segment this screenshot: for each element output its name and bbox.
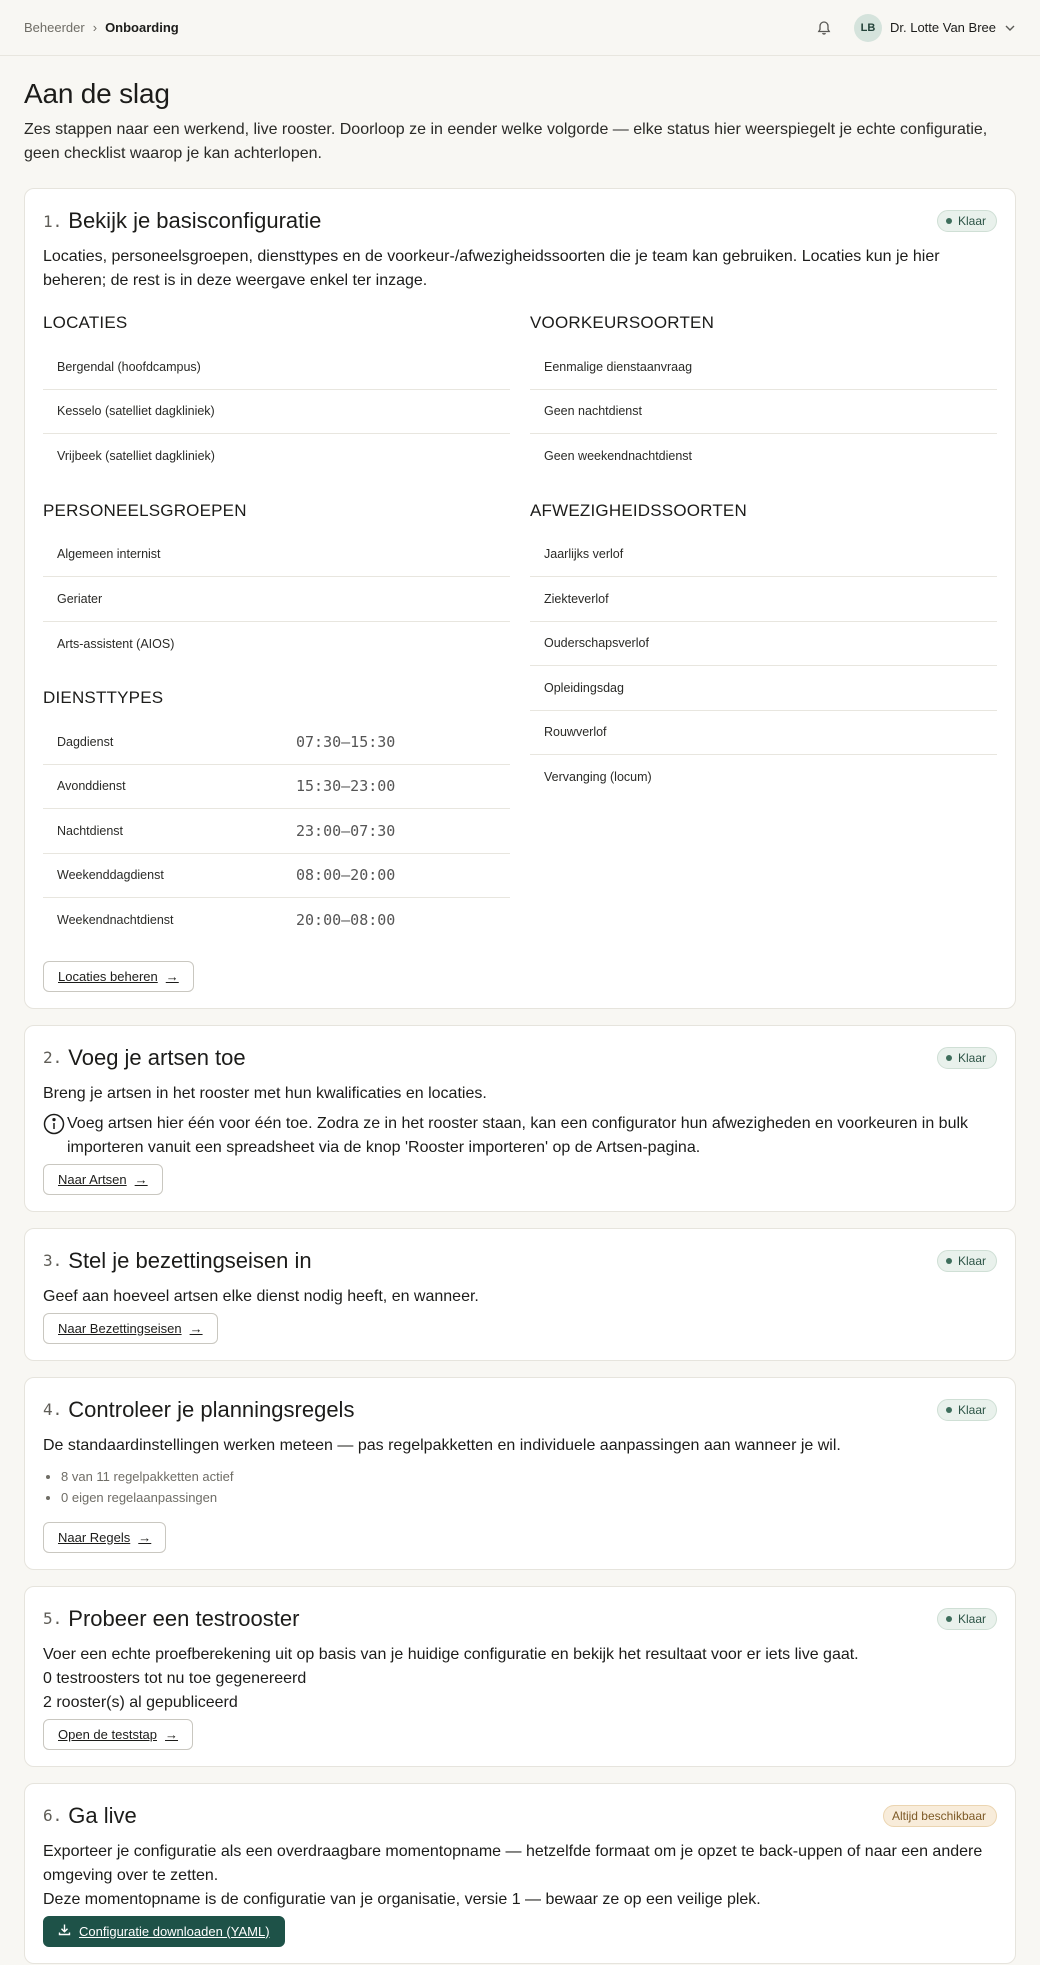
user-name: Dr. Lotte Van Bree <box>890 20 996 35</box>
list-item: Geriater <box>43 577 510 622</box>
shift-time: 15:30–23:00 <box>296 777 396 796</box>
status-dot-icon <box>946 1258 952 1264</box>
status-badge: Klaar <box>937 210 997 232</box>
chevron-down-icon <box>1004 20 1016 35</box>
list-item: Ouderschapsverlof <box>530 622 997 667</box>
afwezigheidssoorten-section <box>530 501 997 800</box>
step-2-card <box>24 1025 1016 1212</box>
main-content <box>0 56 1040 1964</box>
open-teststap-button[interactable]: Open de teststap → <box>43 1719 193 1750</box>
shift-row: Avonddienst 15:30–23:00 <box>43 765 510 810</box>
step-title: Controleer je planningsregels <box>68 1396 355 1422</box>
list-item: • 0 eigen regelaanpassingen <box>61 1487 997 1508</box>
status-badge: Klaar <box>937 1399 997 1421</box>
status-badge: Klaar <box>937 1250 997 1272</box>
list-item: Jaarlijks verlof <box>530 533 997 578</box>
chevron-right-icon: › <box>92 20 98 35</box>
step-1-card <box>24 188 1016 1009</box>
arrow-right-icon: → <box>189 1320 203 1336</box>
user-menu[interactable] <box>854 14 1016 42</box>
list-item: Bergendal (hoofdcampus) <box>43 345 510 390</box>
shift-time: 20:00–08:00 <box>296 911 396 930</box>
step-number: 1. <box>43 211 63 231</box>
list-item: Ziekteverlof <box>530 577 997 622</box>
step-title: Stel je bezettingseisen in <box>68 1247 312 1273</box>
step-number: 3. <box>43 1251 63 1270</box>
voorkeursoorten-section <box>530 313 997 479</box>
list-item: Vervanging (locum) <box>544 770 652 785</box>
status-dot-icon <box>946 218 952 224</box>
list-item: Vrijbeek (satelliet dagkliniek) <box>57 449 215 464</box>
section-heading: LOCATIES <box>43 313 128 332</box>
page-intro: Zes stappen naar een werkend, live rooster. Doorloop ze in eender welke volgorde — elke status hier weerspiegelt je echte configuratie, geen checklist waarop je kan achterlopen. <box>24 121 988 162</box>
shift-time: 07:30–15:30 <box>296 732 396 751</box>
avatar: LB <box>854 14 882 42</box>
info-note: Voeg artsen hier één voor één toe. Zodra ze in het rooster staan, kan een configurator hun afwezigheden en voorkeuren in bulk importeren vanuit een spreadsheet via de knop 'Rooster importeren' op de Artsen-pagina. <box>43 1112 997 1160</box>
list-item: Rouwverlof <box>530 711 997 756</box>
list-item: Algemeen internist <box>43 533 510 578</box>
section-heading: AFWEZIGHEIDSSOORTEN <box>530 500 747 520</box>
status-dot-icon <box>946 1616 952 1622</box>
step-5-card <box>24 1586 1016 1767</box>
step-3-card <box>24 1228 1016 1361</box>
naar-artsen-button[interactable]: Naar Artsen → <box>43 1164 163 1195</box>
rules-summary-list <box>61 1466 997 1508</box>
arrow-right-icon: → <box>165 968 179 984</box>
list-item: Opleidingsdag <box>530 666 997 711</box>
shift-row: Weekenddagdienst 08:00–20:00 <box>43 854 510 899</box>
breadcrumb-parent[interactable]: Beheerder <box>24 20 85 35</box>
list-item: Geen weekendnachtdienst <box>544 449 693 464</box>
list-item: Kesselo (satelliet dagkliniek) <box>43 390 510 435</box>
snapshot-note: Deze momentopname is de configuratie van je organisatie, versie 1 — bewaar ze op een veilige plek. <box>43 1890 761 1908</box>
status-dot-icon <box>946 1407 952 1413</box>
published-rosters-count: 2 rooster(s) al gepubliceerd <box>43 1693 238 1711</box>
section-heading: DIENSTTYPES <box>43 688 164 707</box>
section-heading: VOORKEURSOORTEN <box>530 313 715 332</box>
step-title: Probeer een testrooster <box>68 1605 300 1631</box>
step-description: Voer een echte proefberekening uit op basis van je huidige configuratie en bekijk het resultaat voor er iets live gaat. <box>43 1645 859 1663</box>
step-description: Breng je artsen in het rooster met hun kwalificaties en locaties. <box>43 1084 487 1102</box>
step-description: Geef aan hoeveel artsen elke dienst nodig heeft, en wanneer. <box>43 1287 479 1305</box>
page-title: Aan de slag <box>24 78 170 109</box>
naar-regels-button[interactable]: Naar Regels → <box>43 1522 166 1553</box>
list-item: Eenmalige dienstaanvraag <box>530 345 997 390</box>
shift-row: Nachtdienst 23:00–07:30 <box>43 809 510 854</box>
shift-time: 23:00–07:30 <box>296 821 396 840</box>
shift-row: Dagdienst 07:30–15:30 <box>43 720 510 765</box>
breadcrumb <box>24 20 179 35</box>
locaties-section <box>43 313 510 479</box>
bell-icon[interactable] <box>814 18 834 38</box>
arrow-right-icon: → <box>134 1171 148 1187</box>
section-heading: PERSONEELSGROEPEN <box>43 500 247 520</box>
personeelsgroepen-section <box>43 501 510 667</box>
status-badge: Klaar <box>937 1608 997 1630</box>
top-bar <box>0 0 1040 56</box>
info-icon <box>43 1112 67 1160</box>
step-number: 4. <box>43 1400 63 1419</box>
status-dot-icon <box>946 1055 952 1061</box>
arrow-right-icon: → <box>165 1726 179 1742</box>
list-item: • 8 van 11 regelpakketten actief <box>61 1466 997 1487</box>
step-title: Voeg je artsen toe <box>68 1044 246 1070</box>
step-6-card <box>24 1783 1016 1964</box>
shift-row: Weekendnachtdienst 20:00–08:00 <box>43 898 510 943</box>
list-item: Geen nachtdienst <box>530 390 997 435</box>
step-description: Exporteer je configuratie als een overdraagbare momentopname — hetzelfde formaat om je opzet te back-uppen of naar een andere omgeving over te zetten. <box>43 1842 983 1884</box>
status-badge: Klaar <box>937 1047 997 1069</box>
locaties-beheren-button[interactable]: Locaties beheren → <box>43 961 194 992</box>
diensttypes-section <box>43 688 510 943</box>
step-number: 5. <box>43 1609 63 1628</box>
breadcrumb-current: Onboarding <box>105 20 179 35</box>
status-badge: Altijd beschikbaar <box>883 1805 997 1827</box>
step-4-card <box>24 1377 1016 1570</box>
step-description: De standaardinstellingen werken meteen — pas regelpakketten en individuele aanpassingen aan wanneer je wil. <box>43 1436 841 1454</box>
test-rosters-count: 0 testroosters tot nu toe gegenereerd <box>43 1669 307 1687</box>
shift-time: 08:00–20:00 <box>296 866 396 885</box>
download-icon <box>58 1923 71 1939</box>
step-number: 6. <box>43 1806 63 1825</box>
list-item: Arts-assistent (AIOS) <box>57 636 175 651</box>
arrow-right-icon: → <box>138 1529 152 1545</box>
naar-bezettingseisen-button[interactable]: Naar Bezettingseisen → <box>43 1313 218 1344</box>
download-config-button[interactable]: Configuratie downloaden (YAML) <box>43 1916 285 1947</box>
step-title: Ga live <box>68 1802 137 1828</box>
step-description: Locaties, personeelsgroepen, diensttypes en de voorkeur-/afwezigheidssoorten die je team kan gebruiken. Locaties kun je hier beheren; de rest is in deze weergave enkel ter inzage. <box>43 248 940 289</box>
step-number: 2. <box>43 1048 63 1067</box>
step-title: Bekijk je basisconfiguratie <box>68 208 322 233</box>
